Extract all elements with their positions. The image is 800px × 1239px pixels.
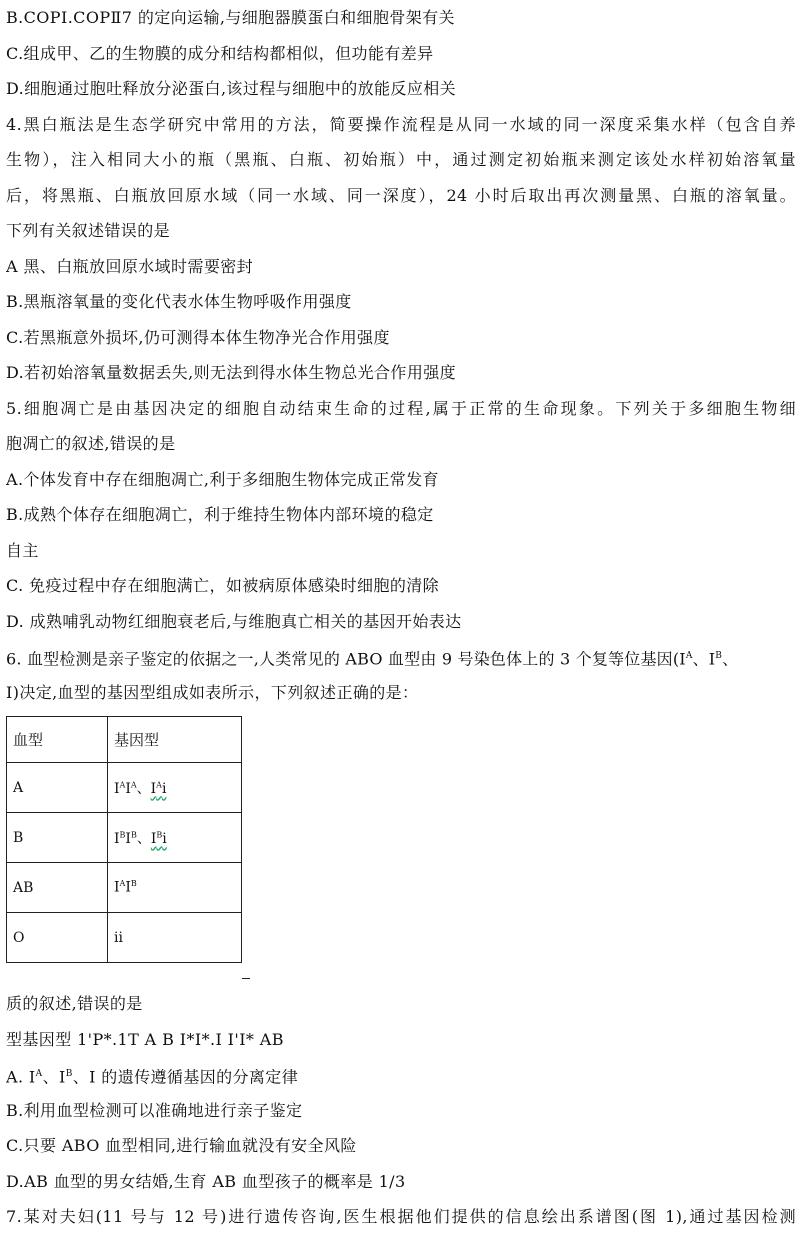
- table-corner-tick: [242, 978, 250, 979]
- text-line: 质的叙述,错误的是: [6, 994, 143, 1013]
- option-line: C.只要 ABO 血型相同,进行输血就没有安全风险: [6, 1136, 357, 1155]
- text-block-bottom: [6, 986, 796, 1235]
- text-line: 型基因型 1'P*.1T A B I*I*.I I'I* AB: [6, 1029, 284, 1049]
- question-7-line: 7.某对夫妇(11 号与 12 号)进行遗传咨询,医生根据他们提供的信息绘出系谱图(图 1),通过基因检测: [6, 1207, 796, 1226]
- text-line: 下列有关叙述错误的是: [6, 221, 171, 240]
- blood-type-table: [6, 716, 242, 963]
- option-line: A.个体发育中存在细胞凋亡,利于多细胞生物体完成正常发育: [6, 469, 439, 489]
- cell-genotype: ii: [108, 913, 242, 963]
- separator: 、: [722, 649, 739, 669]
- text-block-top: [6, 0, 796, 639]
- text-line: 自主: [6, 540, 39, 560]
- cell-type: O: [7, 913, 108, 963]
- table-row: [7, 763, 242, 813]
- question-6-line: 6. 血型检测是亲子鉴定的依据之一,人类常见的 ABO 血型由 9 号染色体上的 3 个复等位基因($I^A$、$I^B$、: [6, 649, 739, 669]
- document-page: [6, 0, 796, 1235]
- text-line: 胞凋亡的叙述,错误的是: [6, 434, 176, 453]
- option-line: B.黑瓶溶氧量的变化代表水体生物呼吸作用强度: [6, 292, 352, 311]
- q6-prefix: 6. 血型检测是亲子鉴定的依据之一,人类常见的 ABO 血型由 9 号染色体上的 3 个复等位基因(I: [6, 649, 686, 669]
- cell-type: B: [7, 813, 108, 863]
- question-4-line: 4.黑白瓶法是生态学研究中常用的方法，简要操作流程是从同一水域的同一深度采集水样（包含自养: [6, 114, 796, 134]
- sup-b: B: [715, 651, 723, 661]
- cell-type: A: [7, 763, 108, 813]
- option-line: D.AB 血型的男女结婚,生育 AB 血型孩子的概率是 1/3: [6, 1171, 406, 1191]
- header-genotype: 基因型: [108, 717, 242, 763]
- option-line: C.若黑瓶意外损坏,仍可测得本体生物净光合作用强度: [6, 327, 390, 347]
- question-5-line: 5.细胞凋亡是由基因决定的细胞自动结束生命的过程,属于正常的生命现象。下列关于多细胞生物细: [6, 398, 796, 418]
- table-row: [7, 913, 242, 963]
- header-blood-type: 血型: [7, 717, 108, 763]
- wavy-underlined-genotype: $I^Ai$: [150, 779, 167, 797]
- question-4-line: 生物），注入相同大小的瓶（黑瓶、白瓶、初始瓶）中，通过测定初始瓶来测定该处水样初始溶氧量: [6, 150, 796, 169]
- option-line: D.若初始溶氧量数据丢失,则无法到得水体生物总光合作用强度: [6, 363, 457, 382]
- question-4-line: 后，将黑瓶、白瓶放回原水域（同一水域、同一深度），24 小时后取出再次测量黑、白瓶的溶氧量。: [6, 185, 796, 205]
- table-row: [7, 813, 242, 863]
- table-row: [7, 863, 242, 913]
- blood-type-table-wrap: [6, 716, 796, 986]
- cell-type: AB: [7, 863, 108, 913]
- question-6-line: I)决定,血型的基因型组成如表所示，下列叙述正确的是：: [6, 682, 419, 702]
- separator: 、: [692, 649, 709, 669]
- text-line: B.COPI.COPⅡ7 的定向运输,与细胞器膜蛋白和细胞骨架有关: [6, 8, 455, 27]
- wavy-underlined-genotype: $I^Bi$: [150, 829, 167, 847]
- text-line: C.组成甲、乙的生物膜的成分和结构都相似，但功能有差异: [6, 43, 434, 63]
- table-header-row: [7, 717, 242, 763]
- option-line: C. 免疫过程中存在细胞满亡，如被病原体感染时细胞的清除: [6, 576, 440, 595]
- cell-genotype: $I^AI^A$、$I^Ai$: [108, 763, 242, 813]
- option-line: D. 成熟哺乳动物红细胞衰老后,与维胞真亡相关的基因开始表达: [6, 611, 462, 631]
- option-line: B.成熟个体存在细胞凋亡，利于维持生物体内部环境的稳定: [6, 505, 434, 524]
- cell-genotype: $I^BI^B$、$I^Bi$: [108, 813, 242, 863]
- option-line: A. $I^A$、$I^B$、I 的遗传遵循基因的分离定律: [6, 1067, 299, 1087]
- text-line: D.细胞通过胞吐释放分泌蛋白,该过程与细胞中的放能反应相关: [6, 79, 457, 98]
- option-line: A 黑、白瓶放回原水域时需要密封: [6, 256, 254, 276]
- cell-genotype: $I^AI^B$: [108, 863, 242, 913]
- option-line: B.利用血型检测可以准确地进行亲子鉴定: [6, 1100, 303, 1120]
- sup-a: A: [685, 651, 693, 661]
